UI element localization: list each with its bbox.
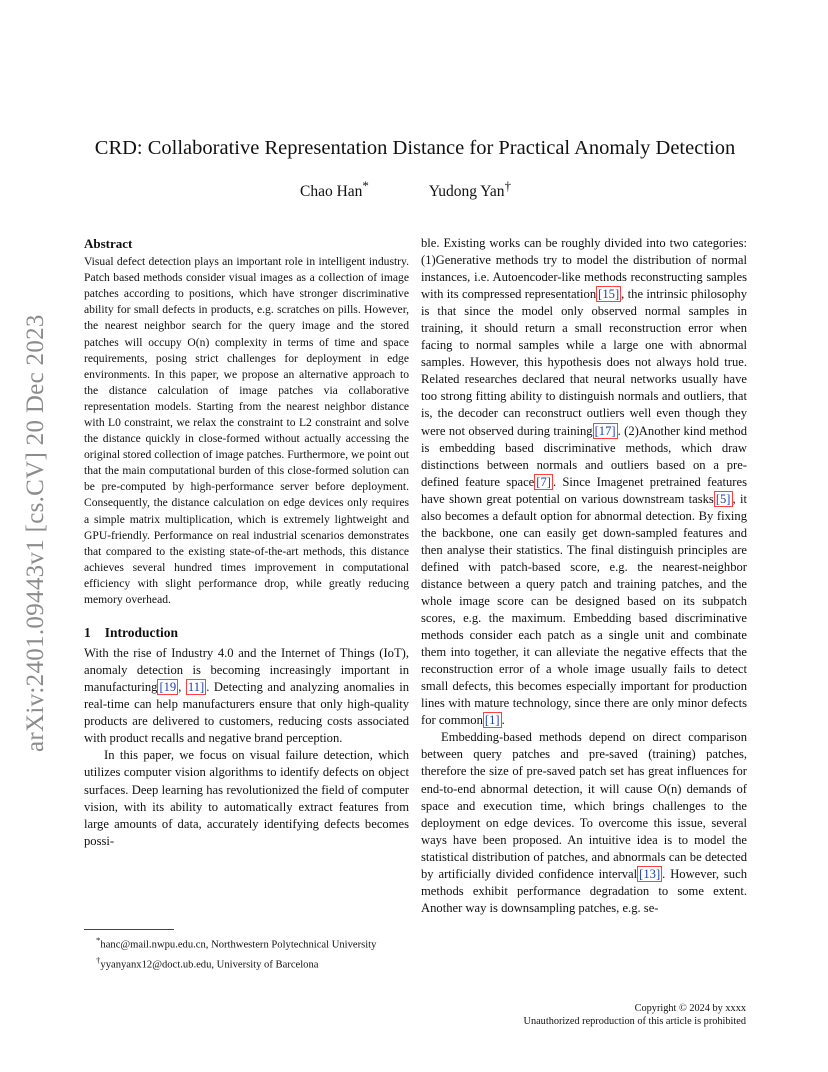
- intro-paragraph-1: With the rise of Industry 4.0 and the Internet of Things (IoT), anomaly detection is becoming increasingly important in manufacturing [19 , 11] . Detecting and analyzing anomalies in real-time can help manufacturers ensure that only high-quality products are delivered to customers, reducing costs associated with product recalls and negative brand perception.: [84, 646, 410, 746]
- citation-link[interactable]: [15]: [598, 287, 620, 302]
- abstract-heading: Abstract: [84, 236, 133, 251]
- citation-link[interactable]: 11]: [187, 680, 205, 695]
- intro-paragraph-3: ble. Existing works can be roughly divided into two categories: (1)Generative methods try to model the distribution of normal instances, i.e. Autoencoder-like methods reconstructing samples with its compressed representation [15] , the intrinsic philosophy is that since the model only observed normal samples in training, it should return a small reconstruction error when facing to normal samples while a large one with abnormal samples. However, this hypothesis does not always hold true. Related researches declared that neural networks usually have too strong fitting ability to distinguish normals and outliers, that is, the decoder can reconstruct outliers well even though they were not observed during training [17] . (2)Another kind method is embedding based discriminative methods, which draw distinctions between normals and outliers based on a pre-defined feature space [7] . Since Imagenet pretrained features have shown great potential on various downstream tasks [5] , it also becomes a default option for abnormal detection. By fixing the backbone, one can easily get down-sampled features and then analyse their statistics. The final distinguish principles are defined with patch-based score, e.g. the nearest-neighbor distance between a query patch and training patches, and the whole image score can be designed based on its subpatch scores, e.g. the maximum. Embedding based discriminative methods consider each patch as a single unit and combinate them into together, it can alleviate the negative effects that the reconstruction error of a whole image usually fails to detect small defects, this becomes especially important for production lines with mature technology, since there are only minor defects for common [1] .: [421, 236, 748, 728]
- intro-paragraph-2: In this paper, we focus on visual failure detection, which utilizes computer vision algorithms to identify defects on object surfaces. Deep learning has revolutionized the field of computer vision, with its ability to automatically extract features from large amounts of data, accurately identifying defects becomes possi-: [84, 748, 409, 848]
- left-column: [84, 235, 409, 850]
- citation-link[interactable]: [19: [159, 680, 177, 695]
- footnote-1: *hanc@mail.nwpu.edu.cn, Northwestern Polytechnical University: [96, 935, 377, 951]
- abstract-body: Visual defect detection plays an important role in intelligent industry. Patch based methods consider visual images as a collection of image patches according to positions, which have stronger discriminative ability for small defects in products, e.g. scratches on pills. However, the nearest neighbor search for the query image and the stored patches will occupy O(n) complexity in terms of time and space requirements, posing strict challenges for deployment in edge environments. In this paper, we propose an alternative approach to the distance calculation of image patches via collaborative representation models. Starting from the nearest neighbor distance with L0 constraint, we relax the constraint to L2 constraint and solve the distance quickly in close-formed without actually accessing the original stored collection of image patches. Furthermore, we point out that the main computational burden of this close-formed solution can be pre-computed by high-performance server before deployment. Consequently, the distance calculation on edge devices only requires a simple matrix multiplication, which is extremely lightweight and GPU-friendly. Performance on real industrial scenarios demonstrates that compared to the existing state-of-the-art methods, this distance achieves several hundred times improvement in computational efficiency with slight performance drop, while greatly reducing memory overhead.: [84, 255, 409, 607]
- section-title: Introduction: [104, 625, 179, 641]
- section-heading-introduction: [84, 624, 409, 641]
- citation-link[interactable]: [17]: [594, 423, 616, 438]
- reproduction-notice: Unauthorized reproduction of this article is prohibited: [523, 1015, 746, 1027]
- author-list: [300, 178, 511, 201]
- author-2-mark: †: [504, 178, 512, 193]
- author-2: Yudong Yan†: [428, 178, 512, 201]
- citation-link[interactable]: [5]: [715, 491, 731, 506]
- author-1: Chao Han*: [300, 178, 369, 201]
- section-number: 1: [84, 625, 91, 641]
- copyright-line: Copyright © 2024 by xxxx: [634, 1003, 746, 1014]
- footnote-rule: [84, 929, 174, 930]
- intro-paragraph-4: Embedding-based methods depend on direct comparison between query patches and pre-saved (training) patches, therefore the size of pre-saved patch set has great influences for end-to-end abnormal detection, it will cause O(n) demands of space and execution time, which brings challenges to the deployment on edge devices. To overcome this issue, several ways have been proposed. An intuitive idea is to model the statistical distribution of patches, and abnormals can be detected by artificially divided confidence interval [13] . However, such methods exhibit performance degradation to some extent. Another way is downsampling patches, e.g. se-: [421, 730, 747, 915]
- citation-link[interactable]: [1]: [484, 713, 500, 728]
- right-column: [421, 235, 747, 917]
- copyright-notice: [524, 1003, 746, 1028]
- arxiv-identifier: arXiv:2401.09443v1 [cs.CV] 20 Dec 2023: [22, 314, 49, 752]
- author-1-mark: *: [362, 178, 369, 193]
- citation-link[interactable]: [7]: [536, 474, 551, 489]
- footnotes: [84, 929, 409, 972]
- citation-link[interactable]: [13]: [639, 866, 661, 881]
- paper-title: CRD: Collaborative Representation Distance for Practical Anomaly Detection: [94, 137, 736, 159]
- footnote-2: †yyanyanx12@doct.ub.edu, University of Barcelona: [96, 954, 319, 971]
